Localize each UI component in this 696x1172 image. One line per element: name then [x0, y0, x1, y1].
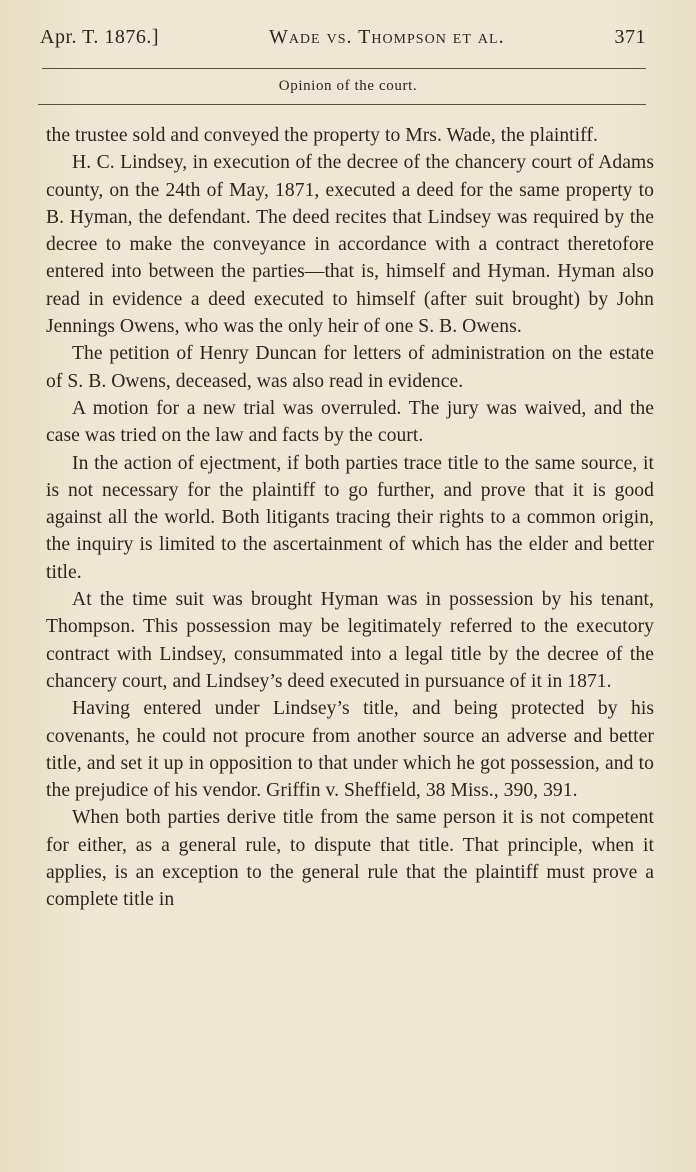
page-number: 371	[614, 26, 646, 48]
paragraph: When both parties derive title from the same person it is not competent for either, as a general rule, to dispute that title. That principle, when it applies, is an exception to the general rule that the plaintiff must prove a complete title in	[46, 807, 654, 911]
paragraph: Having entered under Lindsey’s title, and being protected by his covenants, he could not procure from another source an adverse and better title, and set it up in opposition to that under which he got possession, and to the prejudice of his vendor. Griffin v. Sheffield, 38 Miss., 390, 391.	[46, 698, 654, 802]
opinion-text	[46, 122, 654, 914]
paragraph: At the time suit was brought Hyman was in possession by his tenant, Thompson. This possession may be legitimately referred to the executory contract with Lindsey, consummated into a legal title by the decree of the chancery court, and Lindsey’s deed executed in pursuance of it in 1871.	[46, 589, 654, 692]
paragraph: A motion for a new trial was overruled. The jury was waived, and the case was tried on the law and facts by the court.	[46, 397, 654, 447]
header-rule-top	[42, 68, 646, 69]
running-head	[40, 26, 646, 49]
case-title: Wade vs. Thompson et al.	[268, 26, 505, 48]
header-rule-bottom	[38, 104, 646, 105]
paragraph: In the action of ejectment, if both parties trace title to the same source, it is not necessary for the plaintiff to go further, and prove that it is good against all the world. Both litigants tracing their rights to a common origin, the inquiry is limited to the ascertainment of which has the elder and better title.	[46, 452, 654, 583]
paragraph: H. C. Lindsey, in execution of the decree of the chancery court of Adams county, on the 24th of May, 1871, executed a deed for the same property to B. Hyman, the defendant. The deed recites that Lindsey was required by the decree to make the conveyance in accordance with a contract theretofore entered into between the parties—that is, himself and Hyman. Hyman also read in evidence a deed executed to himself (after suit brought) by John Jennings Owens, who was the only heir of one S. B. Owens.	[46, 152, 654, 338]
term-label: Apr. T. 1876.]	[40, 26, 160, 48]
section-subheading: Opinion of the court.	[278, 78, 418, 94]
paragraph: the trustee sold and conveyed the property to Mrs. Wade, the plaintiff.	[46, 125, 598, 146]
paragraph: The petition of Henry Duncan for letters of administration on the estate of S. B. Owens, deceased, was also read in evidence.	[46, 343, 654, 392]
